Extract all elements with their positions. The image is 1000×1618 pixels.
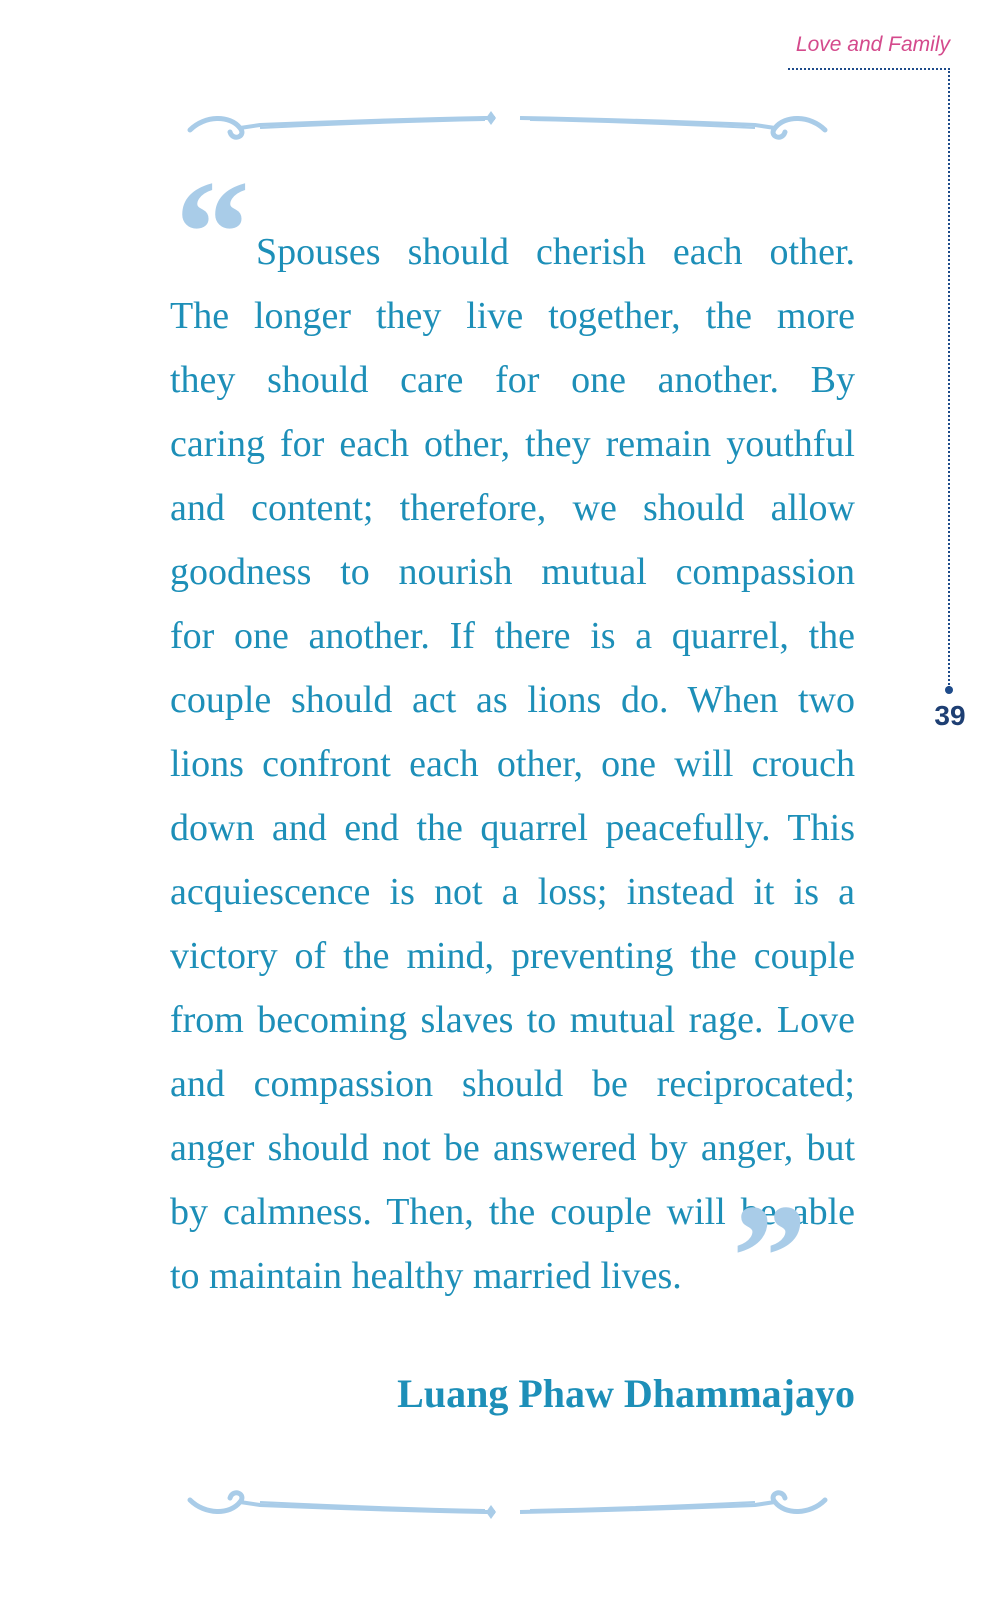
quote-line: Spouses should cherish each other. xyxy=(256,231,855,273)
bottom-ornament-divider xyxy=(185,1480,830,1530)
quote-line: caring for each other, they remain youthful xyxy=(170,423,855,465)
dotted-line-horizontal xyxy=(788,68,950,70)
close-quote-mark: ” xyxy=(732,1174,807,1340)
quote-line: couple should act as lions do. When two xyxy=(170,679,855,721)
quote-line: lions confront each other, one will crouch xyxy=(170,743,855,785)
quote-author: Luang Phaw Dhammajayo xyxy=(397,1371,855,1416)
quote-line: down and end the quarrel peacefully. This xyxy=(170,807,855,849)
quote-line: goodness to nourish mutual compassion xyxy=(170,551,855,593)
open-quote-mark: “ xyxy=(175,150,250,316)
quote-line: to maintain healthy married lives. xyxy=(170,1255,682,1297)
quote-line: victory of the mind, preventing the couple xyxy=(170,935,855,977)
quote-line: and compassion should be reciprocated; xyxy=(170,1063,855,1105)
quote-body xyxy=(170,220,855,1308)
quote-line: and content; therefore, we should allow xyxy=(170,487,855,529)
quote-line: anger should not be answered by anger, but xyxy=(170,1127,855,1169)
quote-line: they should care for one another. By xyxy=(170,359,855,401)
quote-line: The longer they live together, the more xyxy=(170,295,855,337)
section-title: Love and Family xyxy=(795,33,950,56)
page-number: 39 xyxy=(934,700,966,731)
quote-line: from becoming slaves to mutual rage. Love xyxy=(170,999,855,1041)
quote-line: acquiescence is not a loss; instead it is a xyxy=(170,871,855,913)
dotted-line-vertical xyxy=(948,68,950,688)
quote-line: for one another. If there is a quarrel, the xyxy=(170,615,855,657)
dotted-line-end-dot xyxy=(945,686,953,694)
top-ornament-divider xyxy=(185,100,830,150)
quote-line: by calmness. Then, the couple will be able xyxy=(170,1191,855,1233)
